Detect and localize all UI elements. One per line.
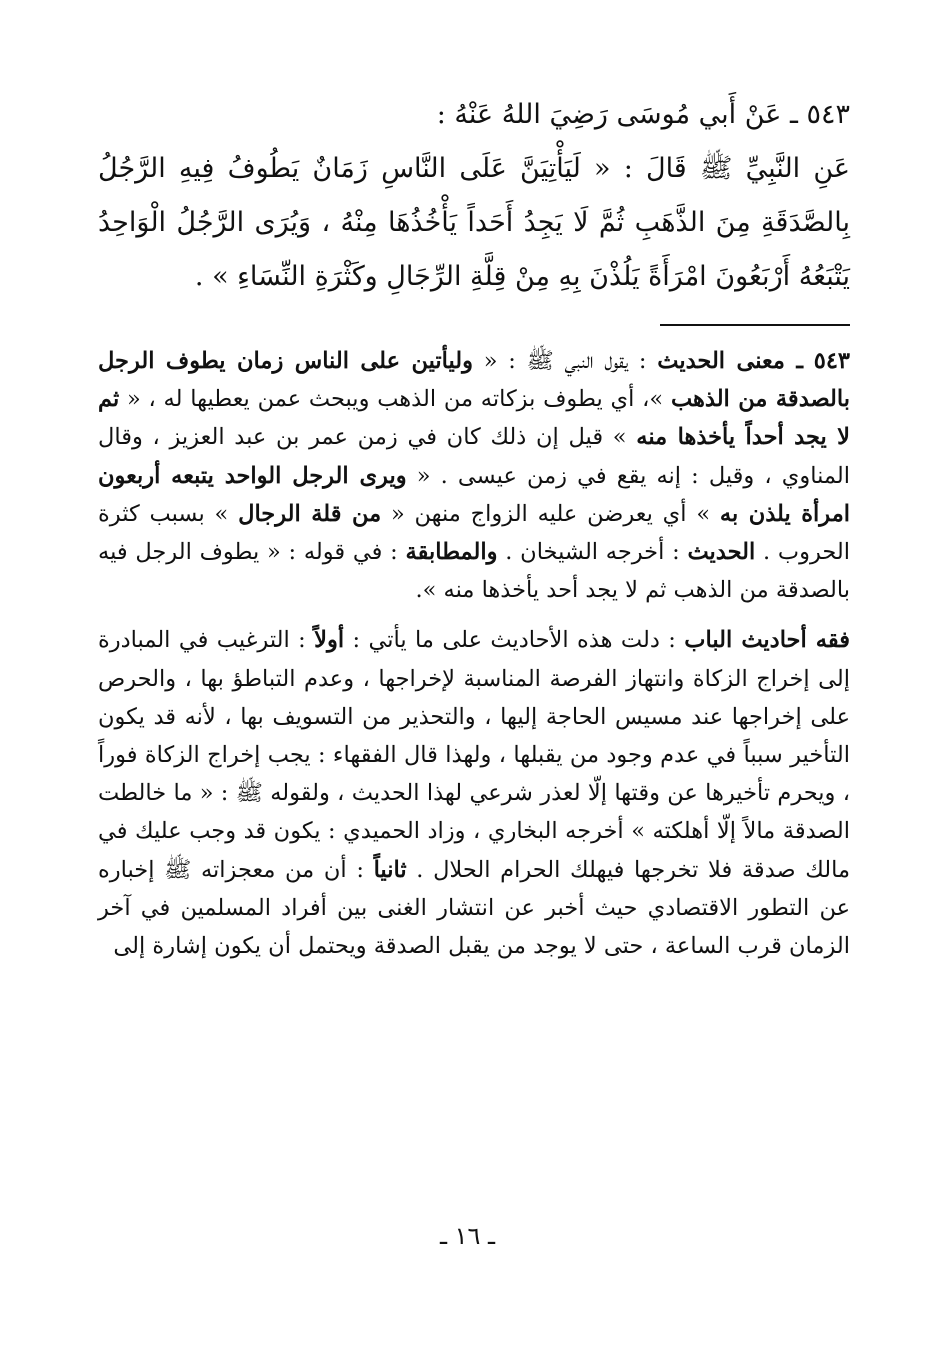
commentary-block	[98, 342, 850, 965]
commentary-keyword: والمطابقة	[405, 539, 498, 566]
commentary-quote: من قلة الرجال	[238, 500, 382, 527]
commentary-text: » قيل إن ذلك كان في زمن عمر بن عبد العزيز ، وقال المناوي ، وقيل : إنه يقع في زمن عيسى . «	[98, 424, 850, 489]
commentary-heading: ـ معنى الحديث	[657, 348, 803, 374]
fiqh-paragraph	[98, 621, 850, 965]
commentary-number: ٥٤٣	[813, 348, 851, 374]
hadith-number: ٥٤٣	[806, 99, 850, 130]
hadith-matn: عَنِ النَّبِيِّ ﷺ قَالَ : « لَيَأْتِيَنَّ عَلَى النَّاسِ زَمَانٌ يَطُوفُ فِيهِ الرَّجُلُ بِالصَّدَقَةِ مِنَ الذَّهَبِ ثُمَّ لَا يَجِدُ أَحَداً يَأْخُذُهَا مِنْهُ ، وَيُرَى الرَّجُلُ الْوَاحِدُ يَتْبَعُهُ أَرْبَعُونَ امْرَأَةً يَلُذْنَ بِهِ مِنْ قِلَّةِ الرِّجَالِ وكَثْرَةِ النِّسَاءِ » .	[98, 153, 850, 292]
commentary-text: »، أي يطوف بزكاته من الذهب ويبحث عمن يعطيها له ، «	[119, 386, 671, 413]
commentary-quote: وليأتين على الناس زمان يطوف الرجل بالصدقة من الذهب	[98, 348, 850, 413]
commentary-text: : أخرجه الشيخان .	[497, 539, 688, 566]
commentary-paragraph	[98, 342, 850, 609]
page-content	[98, 88, 850, 965]
hadith-paragraph	[98, 88, 850, 142]
commentary-quote: ثم لا يجد أحداً يأخذها منه	[98, 386, 850, 451]
fiqh-first-label: أولاً	[314, 627, 345, 654]
fiqh-text: : الترغيب في المبادرة إلى إخراج الزكاة وانتهاز الفرصة المناسبة لإخراجها ، وعدم التباطؤ بها ، والحرص على إخراجها عند مسيس الحاجة إليها ، والتحذير من التسويف بها ، لأنه قد يكون التأخير سبباً في عدم وجود من يقبلها ، ولهذا قال الفقهاء : يجب إخراج الزكاة فوراً ، ويحرم تأخيرها عن وقتها إلّا لعذر شرعي لهذا الحديث ، ولقوله ﷺ : « ما خالطت الصدقة مالاً إلّا أهلكته » أخرجه البخاري ، وزاد الحميدي : يكون قد وجب عليك في مالك صدقة فلا تخرجها فيهلك الحرام الحلال .	[98, 627, 850, 883]
fiqh-text: : دلت هذه الأحاديث على ما يأتي :	[344, 627, 685, 654]
page-number: ـ ١٦ ـ	[439, 1222, 496, 1250]
fiqh-heading: فقه أحاديث الباب	[684, 627, 851, 654]
commentary-text: : في قوله : « يطوف الرجل فيه بالصدقة من الذهب ثم لا يجد أحد يأخذها منه ».	[98, 539, 850, 604]
commentary-text: : يقول النبي ﷺ : «	[473, 348, 658, 374]
commentary-keyword: الحديث	[687, 539, 756, 566]
fiqh-second-label: ثانياً	[373, 856, 407, 883]
hadith-text-block	[98, 88, 850, 304]
commentary-quote: ويرى الرجل الواحد يتبعه أربعون امرأة يلذن به	[98, 462, 851, 527]
section-divider	[660, 324, 850, 326]
commentary-text: » بسبب كثرة الحروب .	[98, 500, 850, 566]
hadith-chain: ـ عَنْ أَبي مُوسَى رَضِيَ اللهُ عَنْهُ :	[436, 99, 798, 130]
fiqh-text: : أن من معجزاته ﷺ إخباره عن التطور الاقتصادي حيث أخبر عن انتشار الغنى بين أفراد المسلمين في آخر الزمان قرب الساعة ، حتى لا يوجد من يقبل الصدقة ويحتمل أن يكون إشارة إلى	[98, 856, 850, 960]
commentary-text: » أي يعرضن عليه الزواج منهن «	[381, 500, 720, 527]
